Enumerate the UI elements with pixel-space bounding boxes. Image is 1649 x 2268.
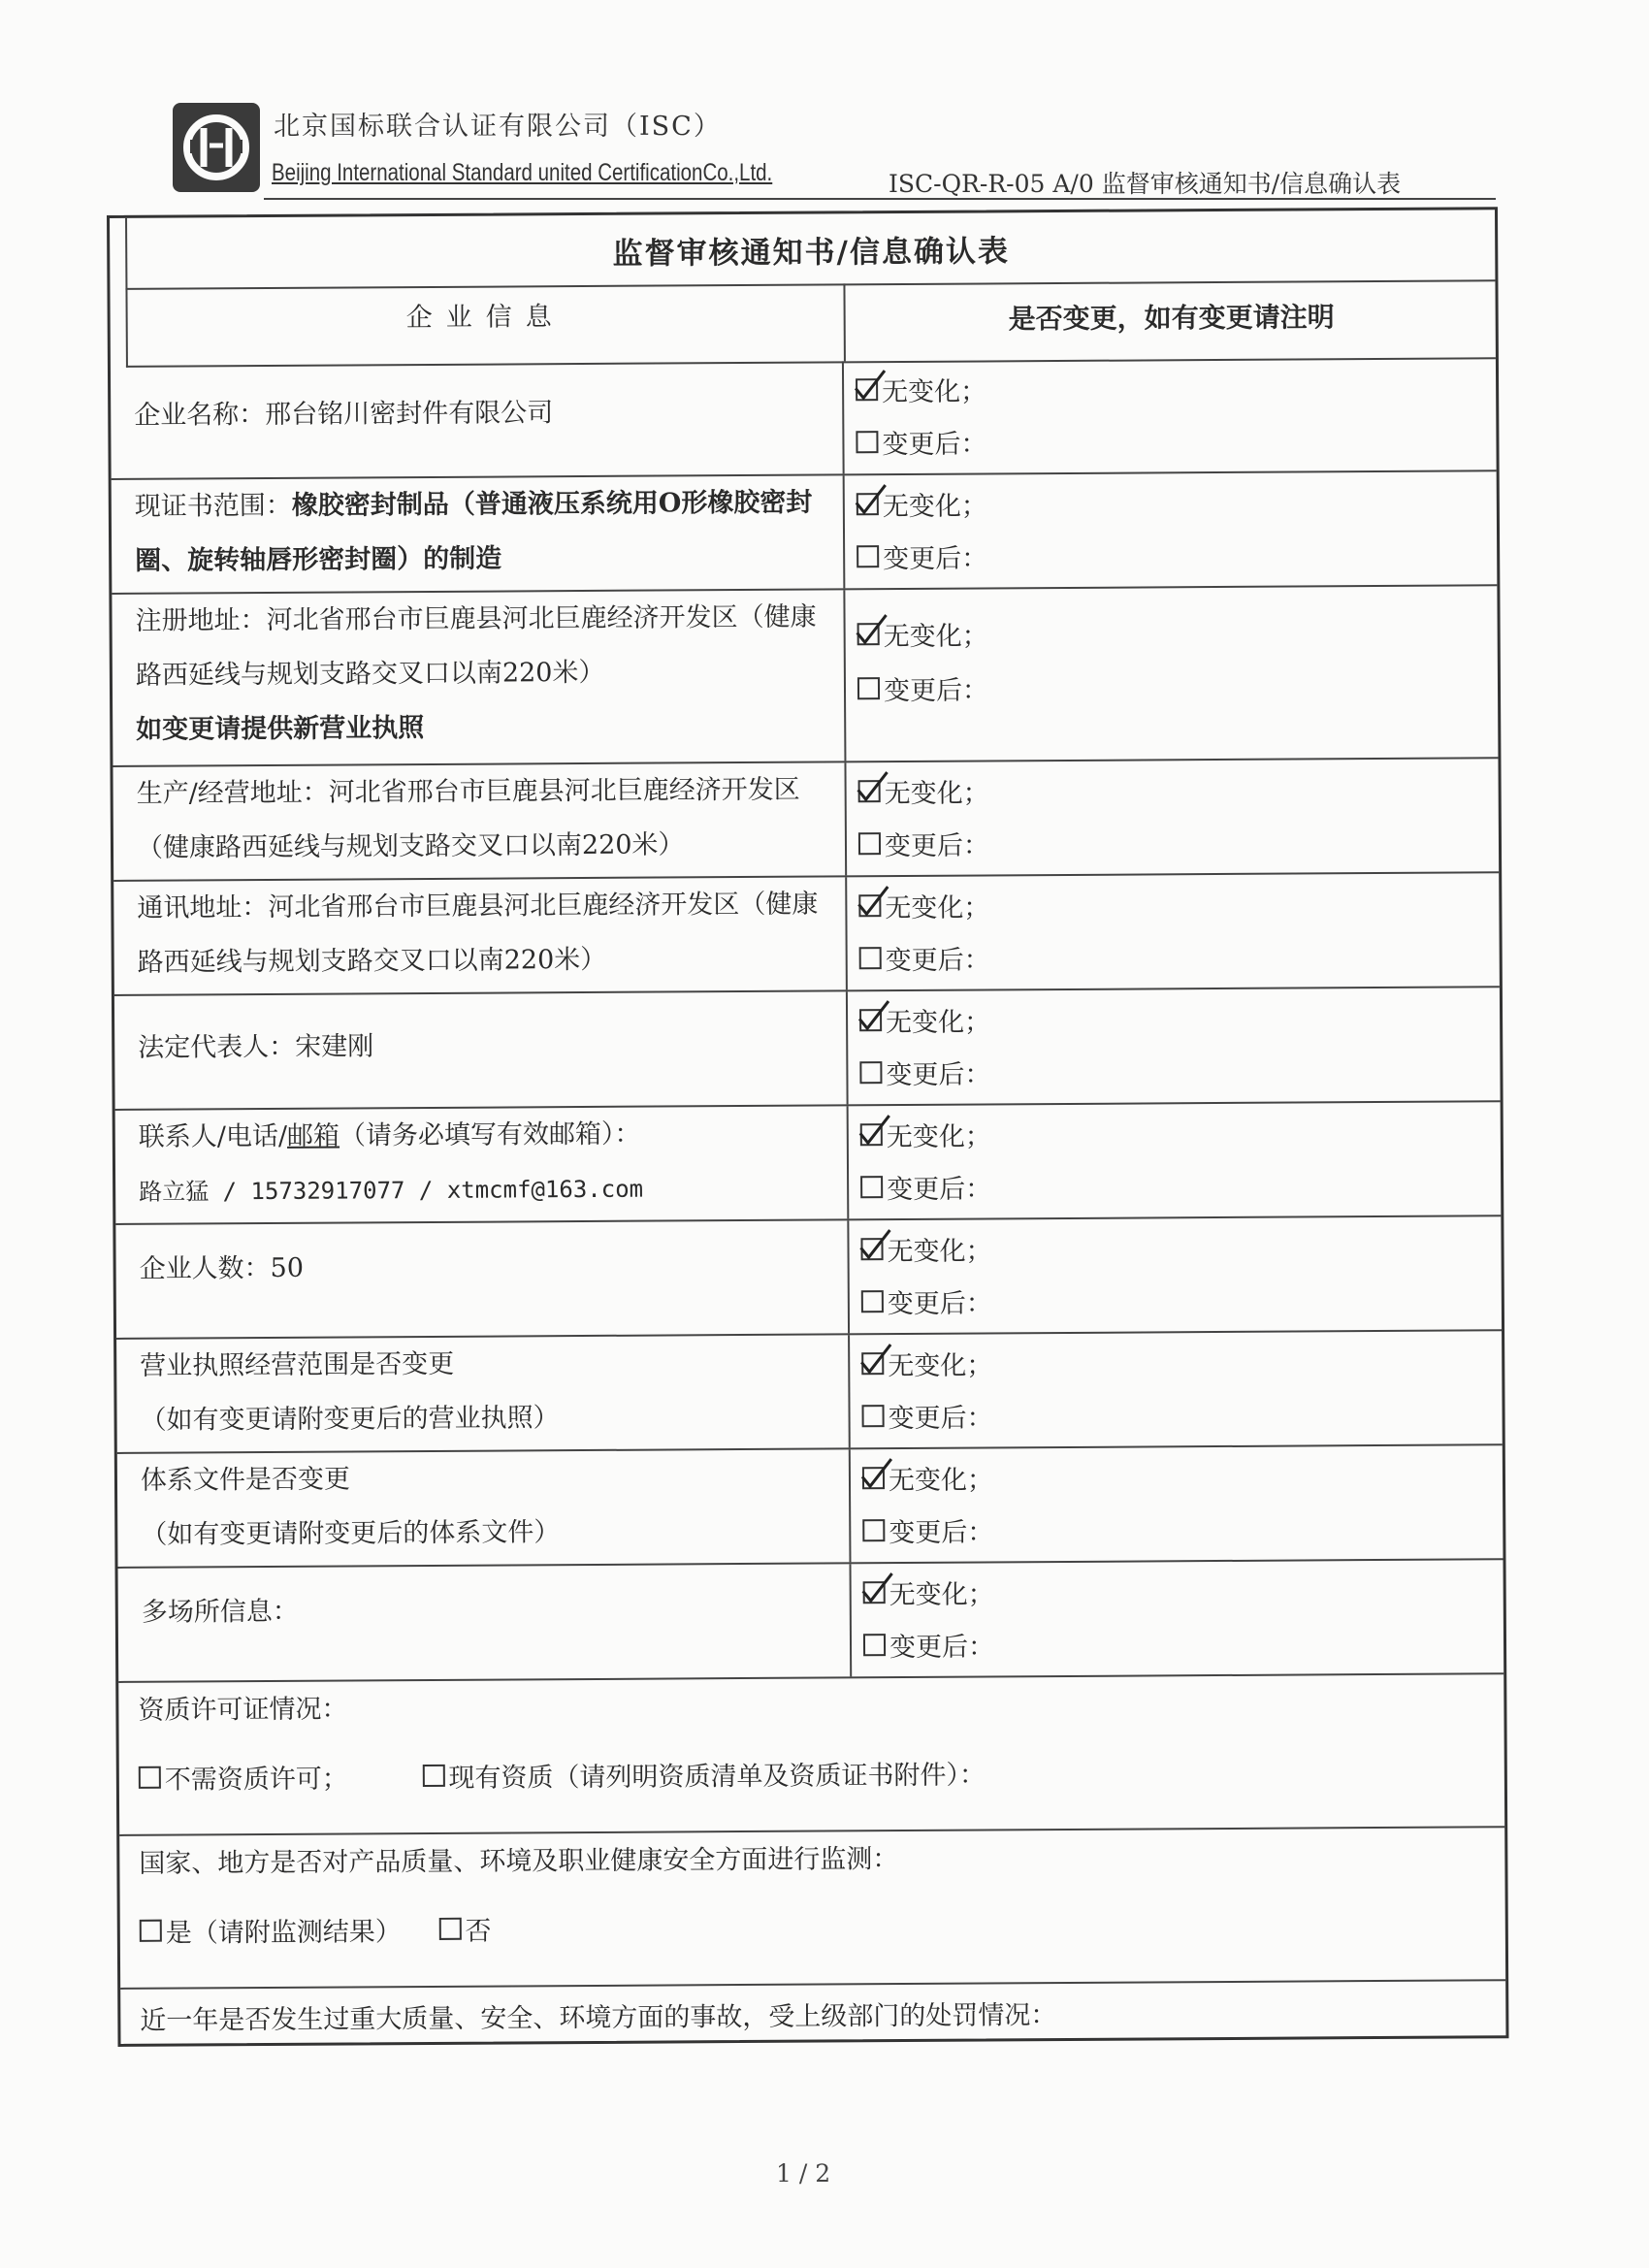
form-row-qualification: [118, 1674, 1504, 1836]
row-value: （如有变更请附变更后的营业执照）: [140, 1403, 560, 1436]
form-rows: [111, 357, 1506, 2050]
form-row-legal-representative: [114, 988, 1501, 1111]
checked-checkbox[interactable]: [858, 894, 881, 917]
checked-checkbox[interactable]: [858, 780, 881, 802]
option-unchanged[interactable]: 无变化；: [856, 370, 986, 408]
checked-checkbox[interactable]: [857, 623, 880, 645]
row-label: 营业执照经营范围是否变更: [140, 1348, 455, 1381]
row-value: 河北省邢台市巨鹿县河北巨鹿经济开发区（健康路西延线与规划支路交叉口以南220米）: [135, 601, 817, 691]
accident-question: 近一年是否发生过重大质量、安全、环境方面的事故，受上级部门的处罚情况：: [140, 2000, 1057, 2036]
row-value: 橡胶密封制品（普通液压系统用O形橡胶密封圈、旋转轴唇形密封圈）的制造: [135, 487, 813, 576]
row-label: 注册地址：: [135, 605, 267, 636]
row-label: 法定代表人：: [138, 1031, 296, 1063]
column-header-right: 是否变更，如有变更请注明: [1008, 301, 1335, 336]
checked-checkbox[interactable]: [857, 493, 879, 515]
row-label: 企业名称：: [134, 400, 266, 431]
checked-checkbox[interactable]: [860, 1238, 883, 1260]
monitoring-question: 国家、地方是否对产品质量、环境及职业健康安全方面进行监测：: [139, 1844, 899, 1879]
option-changed[interactable]: 变更后：: [859, 938, 990, 977]
checkbox[interactable]: [438, 1918, 461, 1940]
option-unchanged[interactable]: 无变化；: [861, 1344, 992, 1382]
form-row-multi-site: [118, 1560, 1504, 1683]
checkbox[interactable]: [857, 677, 880, 699]
row-value: 宋建刚: [295, 1031, 374, 1062]
form-column-header: [125, 279, 1495, 368]
option-changed[interactable]: 变更后：: [857, 536, 987, 575]
row-label: 联系人/电话/: [138, 1120, 288, 1152]
checked-checkbox[interactable]: [856, 378, 878, 401]
row-label-email: 邮箱: [286, 1120, 340, 1151]
checkbox[interactable]: [862, 1405, 885, 1427]
checked-checkbox[interactable]: [863, 1581, 886, 1604]
form-row-system-documents: [117, 1445, 1504, 1569]
option-unchanged[interactable]: 无变化；: [860, 1115, 991, 1153]
option-unchanged[interactable]: 无变化；: [859, 1000, 990, 1039]
checked-checkbox[interactable]: [862, 1467, 885, 1489]
confirmation-form: [107, 207, 1509, 2047]
checked-checkbox[interactable]: [861, 1352, 884, 1375]
checked-checkbox[interactable]: [860, 1123, 883, 1146]
column-header-left: 企业信息: [127, 283, 845, 366]
option-changed[interactable]: 变更后：: [861, 1281, 992, 1320]
option-unchanged[interactable]: 无变化；: [858, 771, 989, 810]
row-label: 生产/经营地址：: [136, 777, 329, 809]
option-unchanged[interactable]: 无变化；: [862, 1458, 993, 1497]
form-row-company-name: [111, 357, 1497, 480]
company-name-en: Beijing International Standard united CertificationCo.,Ltd.: [272, 159, 773, 186]
option-changed[interactable]: 变更后：: [863, 1625, 994, 1664]
row-label: 体系文件是否变更: [140, 1464, 351, 1496]
company-name-cn: 北京国标联合认证有限公司（ISC）: [274, 112, 722, 142]
row-label: 现证书范围：: [134, 490, 292, 522]
option-has-qualification[interactable]: 现有资质（请列明资质清单及资质证书附件）：: [422, 1753, 986, 1795]
row-label: 多场所信息：: [141, 1596, 299, 1628]
option-changed[interactable]: 变更后：: [862, 1510, 993, 1549]
option-changed[interactable]: 变更后：: [859, 1053, 990, 1091]
row-value: 河北省邢台市巨鹿县河北巨鹿经济开发区（健康路西延线与规划支路交叉口以南220米）: [137, 889, 819, 978]
row-value: 邢台铭川密封件有限公司: [265, 398, 554, 431]
option-no-qualification[interactable]: 不需资质许可；: [139, 1758, 348, 1797]
checkbox[interactable]: [140, 1920, 162, 1942]
row-label: 通讯地址：: [137, 891, 269, 923]
checkbox[interactable]: [422, 1765, 444, 1787]
checked-checkbox[interactable]: [859, 1009, 882, 1031]
form-row-certificate-scope: [112, 471, 1498, 595]
form-row-accident: [120, 1981, 1505, 2050]
option-changed[interactable]: 变更后：: [858, 824, 989, 862]
row-value: （如有变更请附变更后的体系文件）: [141, 1517, 561, 1550]
row-value: 50: [270, 1252, 305, 1283]
row-value: 河北省邢台市巨鹿县河北巨鹿经济开发区（健康路西延线与规划支路交叉口以南220米）: [136, 774, 800, 863]
form-row-employee-count: [115, 1216, 1502, 1340]
option-unchanged[interactable]: 无变化；: [857, 614, 988, 653]
isc-logo-icon: [171, 101, 262, 194]
checkbox[interactable]: [861, 1290, 884, 1312]
row-label: 企业人数：: [139, 1252, 271, 1284]
checkbox[interactable]: [858, 832, 881, 855]
option-unchanged[interactable]: 无变化；: [858, 886, 989, 924]
option-changed[interactable]: 变更后：: [861, 1396, 992, 1435]
row-note: 如变更请提供新营业执照: [136, 713, 425, 745]
option-changed[interactable]: 变更后：: [856, 422, 986, 461]
page-number: 1 / 2: [776, 2159, 831, 2187]
checkbox[interactable]: [859, 947, 882, 969]
option-unchanged[interactable]: 无变化；: [857, 484, 987, 523]
option-changed[interactable]: 变更后：: [857, 668, 988, 707]
option-monitoring-yes[interactable]: 是（请附监测结果）: [140, 1910, 402, 1950]
row-value: 路立猛 / 15732917077 / xtmcmf@163.com: [139, 1175, 644, 1206]
option-monitoring-no[interactable]: 否: [438, 1910, 491, 1948]
option-changed[interactable]: 变更后：: [860, 1167, 991, 1206]
checkbox[interactable]: [862, 1519, 885, 1541]
form-row-monitoring: [119, 1828, 1505, 1990]
header-divider: [264, 198, 1496, 200]
qualification-question: 资质许可证情况：: [138, 1694, 348, 1726]
checkbox[interactable]: [859, 1061, 882, 1084]
checkbox[interactable]: [863, 1634, 886, 1656]
form-row-production-address: [113, 759, 1499, 882]
option-unchanged[interactable]: 无变化；: [863, 1572, 994, 1611]
checkbox[interactable]: [139, 1766, 161, 1789]
form-row-business-scope: [116, 1331, 1503, 1454]
form-row-contact: [115, 1102, 1502, 1225]
document-code: ISC-QR-R-05 A/0 监督审核通知书/信息确认表: [889, 170, 1402, 198]
row-label-tail: （请务必填写有效邮箱）：: [339, 1118, 641, 1151]
form-title: 监督审核通知书/信息确认表: [125, 210, 1495, 290]
checkbox[interactable]: [856, 431, 878, 453]
form-row-registered-address: [112, 586, 1498, 767]
form-row-mailing-address: [113, 873, 1500, 996]
option-unchanged[interactable]: 无变化；: [860, 1229, 991, 1268]
checkbox[interactable]: [860, 1176, 883, 1198]
checkbox[interactable]: [857, 545, 879, 567]
